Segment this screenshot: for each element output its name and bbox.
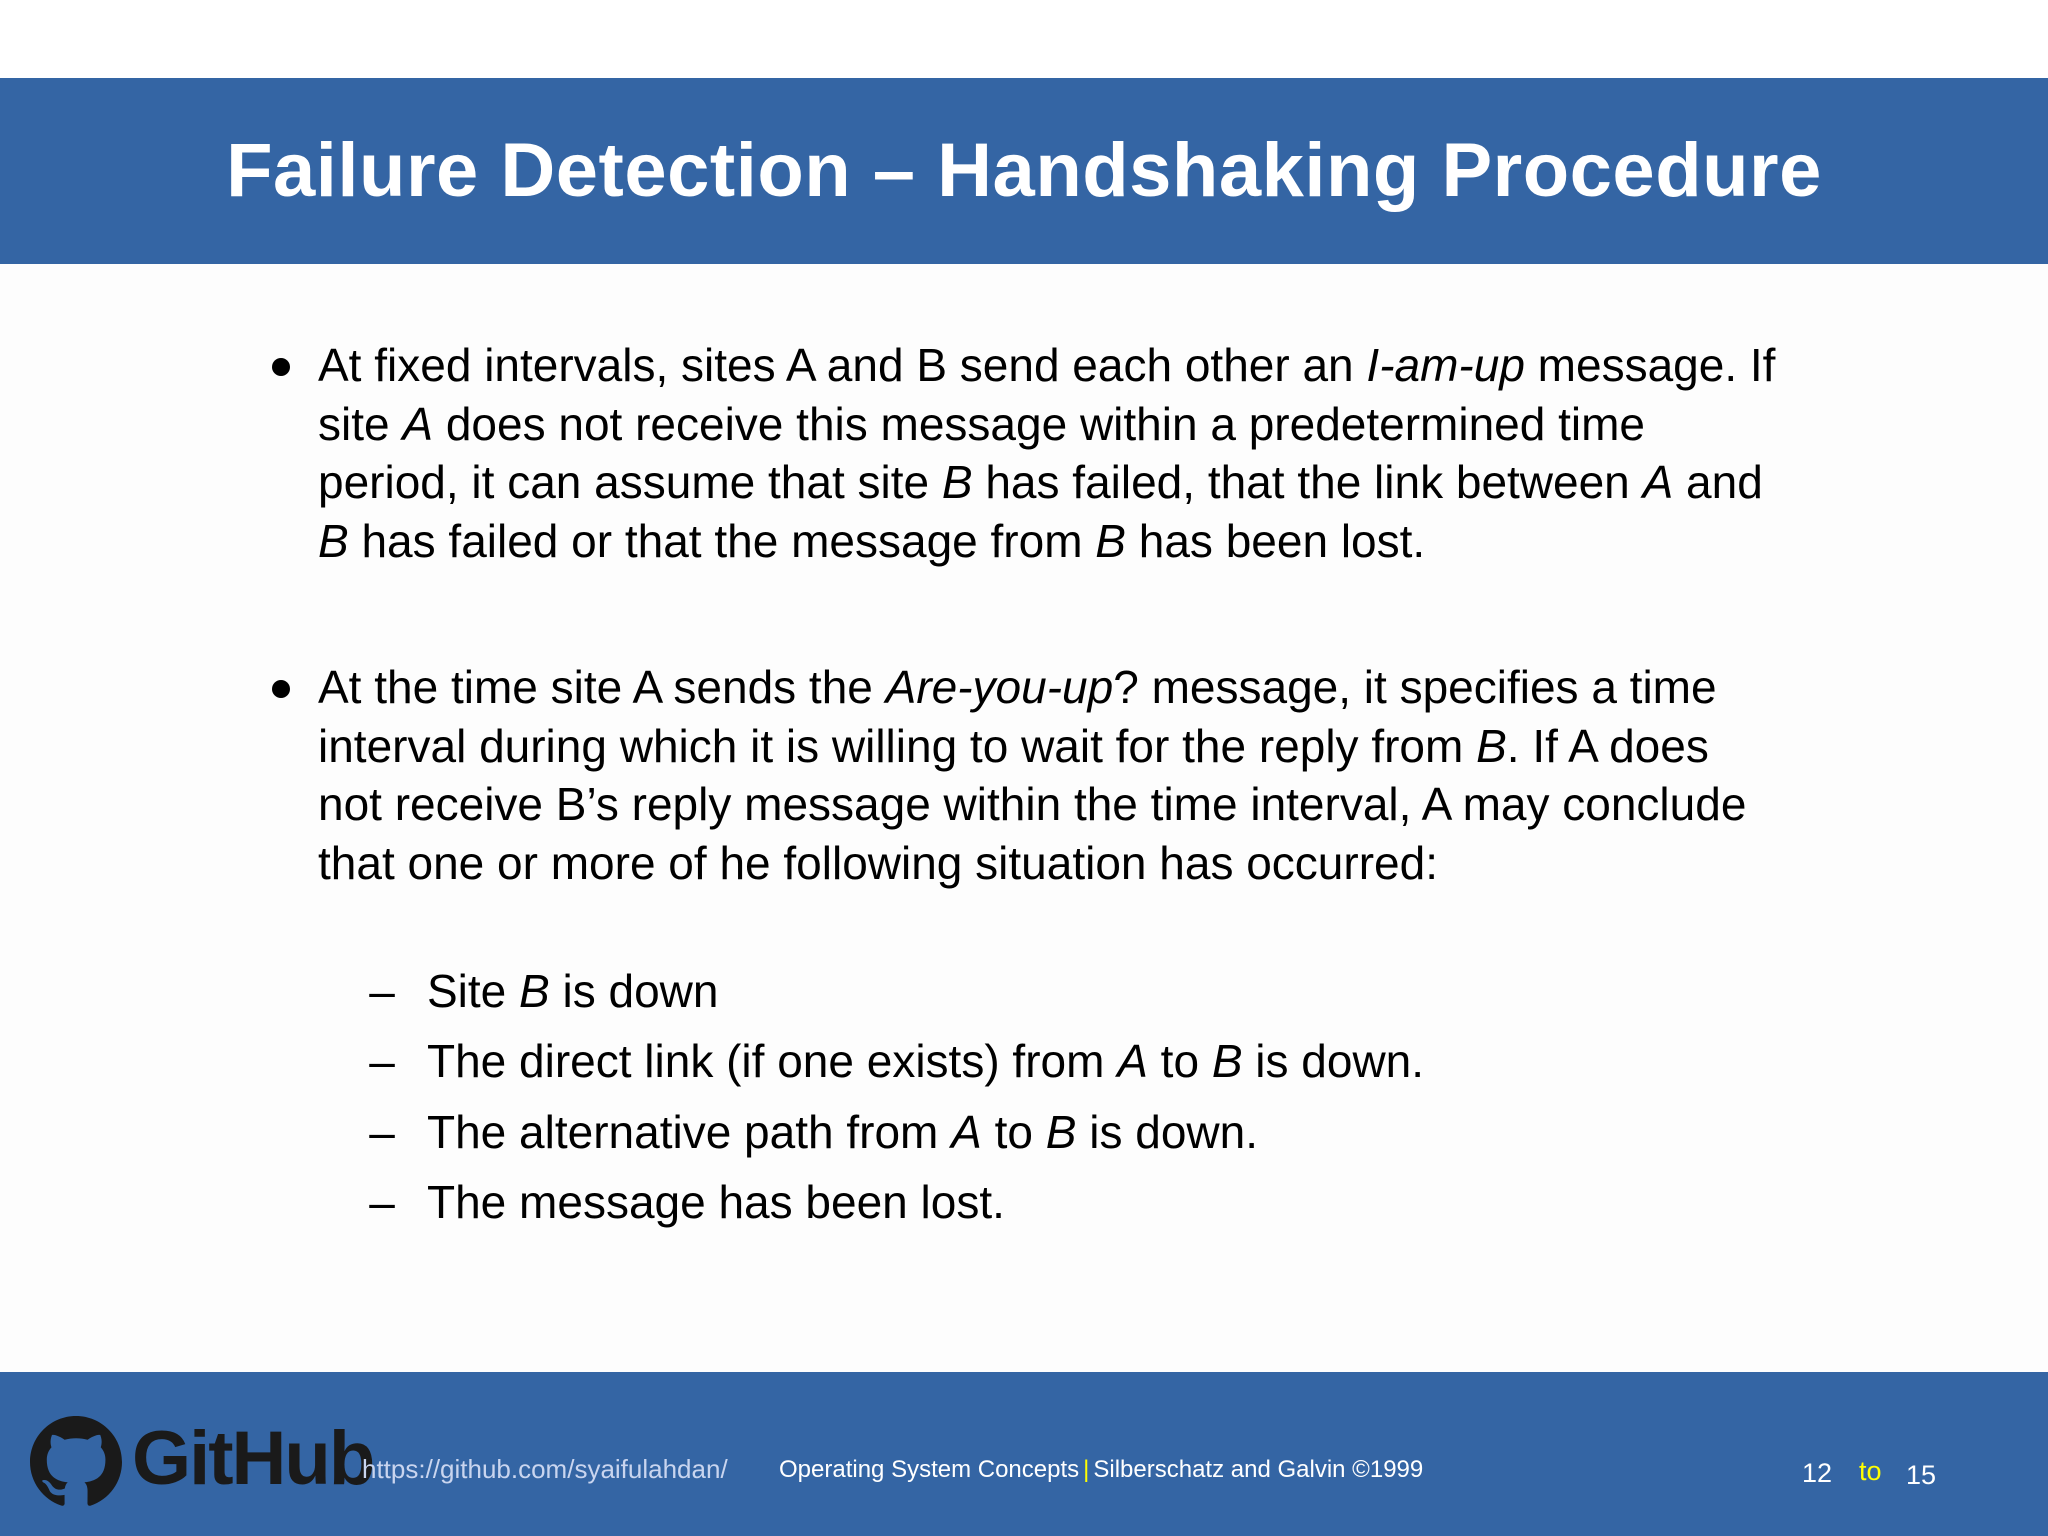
title-bar xyxy=(0,78,2048,264)
sub-bullet-text: The alternative path from A to B is down. xyxy=(427,1106,1258,1158)
bullet-item xyxy=(318,658,1778,892)
sub-bullet-item xyxy=(369,1103,1827,1161)
github-octocat-icon xyxy=(30,1416,122,1508)
sub-bullet-item xyxy=(369,1173,1827,1231)
page-total: 15 xyxy=(1906,1460,1937,1490)
page-to-label: to xyxy=(1859,1456,1882,1486)
github-logo-text: GitHub xyxy=(132,1416,374,1501)
course-title: Operating System Concepts xyxy=(779,1456,1080,1483)
footer-course-info xyxy=(779,1456,1423,1484)
footer-url-link[interactable]: https://github.com/syaifulahdan/ xyxy=(362,1454,728,1484)
bullet-dot-icon xyxy=(272,680,290,698)
bullet-text: At the time site A sends the Are-you-up? message, it specifies a time interval during which it is willing to wait for the reply from B. If A does not receive B’s reply message within the time interval, A may conclude that one or more of he following situation has occurred: xyxy=(318,661,1747,889)
sub-bullet-item xyxy=(369,962,1827,1020)
dash-icon: – xyxy=(369,1035,395,1087)
bullet-item xyxy=(318,336,1778,570)
slide-title: Failure Detection – Handshaking Procedure xyxy=(226,128,1822,213)
dash-icon: – xyxy=(369,965,395,1017)
sub-bullet-item xyxy=(369,1032,1827,1090)
footer-separator: | xyxy=(1083,1456,1090,1483)
bullet-text: At fixed intervals, sites A and B send each other an I-am-up message. If site A does not receive this message within a predetermined time period, it can assume that site B has failed, that the link between A and B has failed or that the message from B has been lost. xyxy=(318,339,1776,567)
sub-bullet-text: The direct link (if one exists) from A to B is down. xyxy=(427,1035,1425,1087)
course-authors: Silberschatz and Galvin ©1999 xyxy=(1093,1456,1424,1483)
sub-bullet-text: Site B is down xyxy=(427,965,719,1017)
page-current: 12 xyxy=(1802,1458,1833,1488)
bullet-dot-icon xyxy=(272,358,290,376)
sub-bullet-text: The message has been lost. xyxy=(427,1176,1005,1228)
footer-bar xyxy=(0,1372,2048,1536)
dash-icon: – xyxy=(369,1106,395,1158)
dash-icon: – xyxy=(369,1176,395,1228)
